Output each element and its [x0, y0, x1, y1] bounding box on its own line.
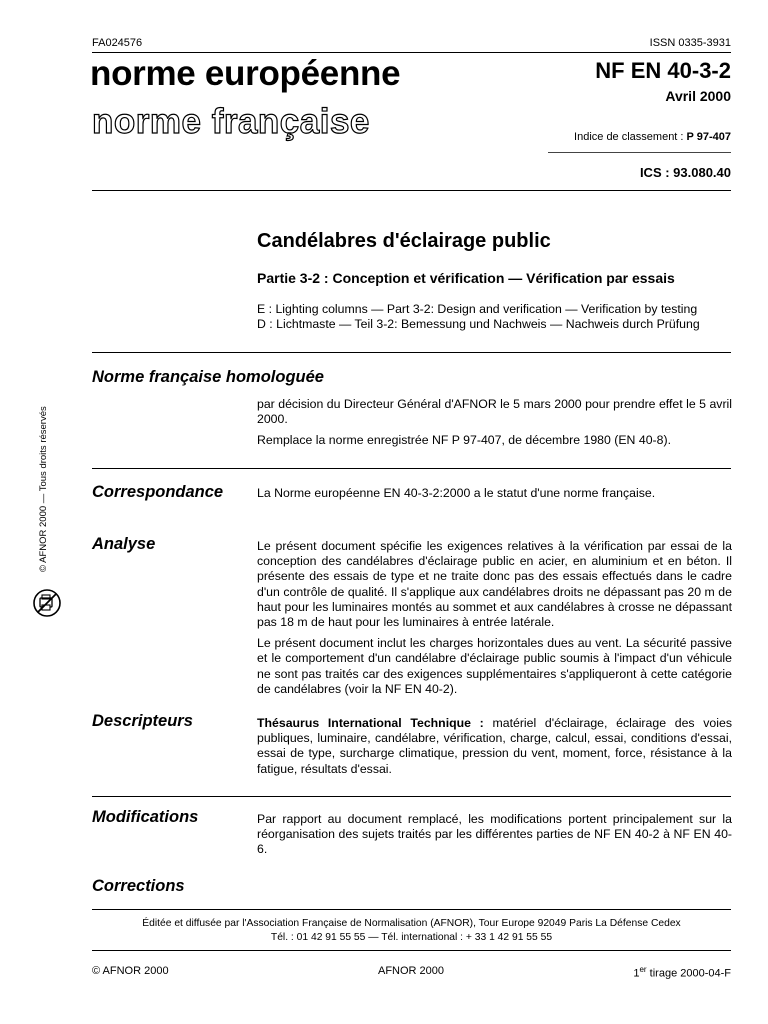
analyse-wind-loads: Le présent document inclut les charges horizontales dues au vent. La sécurité passive et le comportement d'un candélabre d'éclairage public soumis à l'impact d'un véhicule ne sont pas traités car des exigences supplémentaires s'appliqueront à cette catégorie de candélabres (voir la NF EN 40-2).: [257, 636, 732, 696]
document-code: FA024576: [92, 37, 143, 49]
issn: ISSN 0335-3931: [649, 37, 731, 49]
footer-print-number: 1: [633, 967, 640, 980]
publisher-address: Éditée et diffusée par l'Association Française de Normalisation (AFNOR), Tour Europe 92049 Paris La Défense Cedex: [142, 918, 681, 929]
footer-copyright: © AFNOR 2000: [92, 965, 169, 977]
footer-rule: [92, 950, 731, 951]
standard-id: NF EN 40-3-2: [595, 58, 731, 83]
translation-german: D : Lichtmaste — Teil 3-2: Bemessung und Nachweis — Nachweis durch Prüfung: [257, 317, 700, 331]
modifications-text: Par rapport au document remplacé, les modifications portent principalement sur la réorganisation des sujets traités par les différentes parties de NF EN 40-2 à NF EN 40-6.: [257, 812, 732, 857]
descripteurs-thesaurus-label: Thésaurus International Technique :: [257, 716, 484, 730]
footer-center: AFNOR 2000: [378, 965, 445, 977]
footer-print-run: [633, 965, 731, 980]
publisher-rule: [92, 909, 731, 910]
correspondance-text: La Norme européenne EN 40-3-2:2000 a le statut d'une norme française.: [257, 486, 656, 500]
descripteurs-rule: [92, 796, 731, 797]
footer-print-text: tirage 2000-04-F: [646, 967, 731, 980]
header-rule: [92, 52, 731, 53]
title-norme-europeenne: norme européenne: [90, 54, 401, 93]
document-title: Candélabres d'éclairage public: [257, 230, 551, 252]
title-norme-francaise: norme française: [92, 102, 370, 141]
document-subtitle: Partie 3-2 : Conception et vérification — Vérification par essais: [257, 270, 675, 286]
heading-corrections: Corrections: [92, 877, 185, 895]
heading-analyse: Analyse: [92, 535, 156, 553]
no-photocopy-icon: [32, 588, 62, 618]
margin-copyright: [38, 406, 49, 572]
classement-label: Indice de classement :: [574, 131, 687, 143]
descripteurs-keywords: matériel d'éclairage, éclairage des voies publiques, luminaire, candélabre, vérification, charge, calcul, essai, conditions d'essai, essai de type, surcharge climatique, pression du vent, moment, force, résistance à la fatigue, résultats d'essai.: [257, 716, 732, 776]
classement-rule: [548, 152, 731, 153]
homologuee-replaces: Remplace la norme enregistrée NF P 97-407, de décembre 1980 (EN 40-8).: [257, 433, 671, 448]
analyse-body: [257, 539, 732, 697]
heading-modifications: Modifications: [92, 808, 199, 826]
publication-date: Avril 2000: [665, 88, 731, 104]
homologuee-rule: [92, 468, 731, 469]
descripteurs-body: [257, 716, 732, 777]
heading-homologuee: Norme française homologuée: [92, 368, 324, 386]
classement: [574, 131, 731, 143]
title-rule: [92, 352, 731, 353]
homologuee-decision: par décision du Directeur Général d'AFNOR le 5 mars 2000 pour prendre effet le 5 avril 2000.: [257, 397, 732, 427]
classement-value: P 97-407: [686, 131, 731, 143]
analyse-scope: Le présent document spécifie les exigences relatives à la vérification par essai de la conception des candélabres d'éclairage public en acier, en aluminium et en béton. Il présente des essais de type et ne traite donc pas des essais effectués dans le cadre d'un contrôle de qualité. Il s'applique aux candélabres droits ne dépassant pas 20 m de haut pour les luminaires montés au sommet et aux candélabres à crosse ne dépassant pas 18 m de haut pour les luminaires à entrée latérale.: [257, 539, 732, 630]
ics-code: ICS : 93.080.40: [639, 165, 731, 180]
translation-english: E : Lighting columns — Part 3-2: Design and verification — Verification by testing: [257, 302, 698, 316]
heading-descripteurs: Descripteurs: [92, 712, 193, 730]
heading-correspondance: Correspondance: [92, 483, 224, 501]
footer-print-sup: er: [639, 965, 647, 974]
publisher-phone: Tél. : 01 42 91 55 55 — Tél. international : + 33 1 42 91 55 55: [270, 932, 553, 943]
ics-rule: [92, 190, 731, 191]
margin-copyright-text: © AFNOR 2000 — Tous droits réservés: [38, 406, 49, 572]
homologuee-body: [257, 397, 732, 449]
